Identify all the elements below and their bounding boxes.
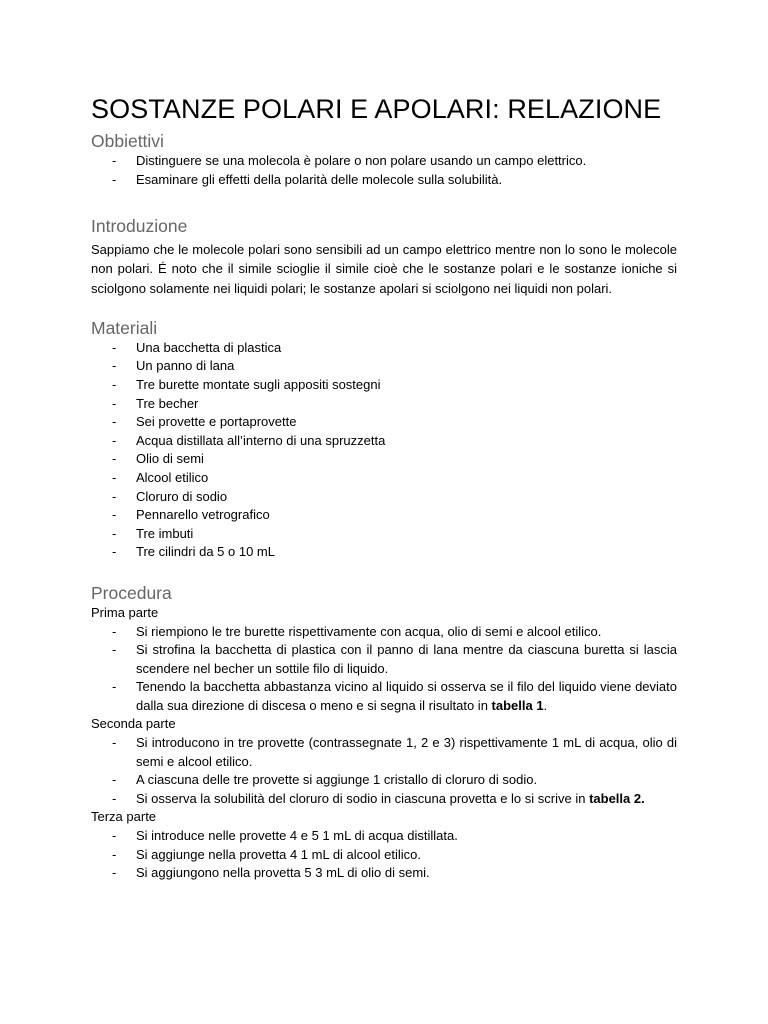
bullet-dash: - [112, 153, 117, 168]
list-item: - Tre cilindri da 5 o 10 mL [91, 543, 677, 562]
obiettivi-list [91, 152, 677, 189]
list-item: - Si riempiono le tre burette rispettivamente con acqua, olio di semi e alcool etilico. [91, 623, 677, 642]
list-item: - Una bacchetta di plastica [91, 339, 677, 358]
bullet-dash: - [112, 376, 117, 392]
list-item: - Pennarello vetrografico [91, 506, 677, 525]
subheading-seconda-parte: Seconda parte [91, 716, 176, 732]
document-title: SOSTANZE POLARI E APOLARI: RELAZIONE [91, 94, 662, 124]
list-item: - Tre burette montate sugli appositi sostegni [91, 376, 677, 395]
list-item: - Sei provette e portaprovette [91, 413, 677, 432]
list-item: - Olio di semi [91, 450, 677, 469]
bullet-dash: - [112, 772, 117, 788]
heading-materiali: Materiali [91, 317, 158, 338]
heading-procedura: Procedura [91, 582, 172, 603]
tabella-1-ref: tabella 1 [491, 697, 544, 713]
subheading-prima-parte: Prima parte [91, 604, 159, 620]
list-item: - Cloruro di sodio [91, 488, 677, 507]
materiali-list [91, 339, 677, 562]
list-item: - A ciascuna delle tre provette si aggiunge 1 cristallo di cloruro di sodio. [91, 771, 677, 790]
list-item: - Si strofina la bacchetta di plastica con il panno di lana mentre da ciascuna buretta si lascia scendere nel becher un sottile filo di liquido. [112, 642, 677, 676]
list-item: - Un panno di lana [91, 357, 677, 376]
heading-introduzione: Introduzione [91, 216, 188, 237]
list-item: - Si introduce nelle provette 4 e 5 1 mL di acqua distillata. [91, 827, 677, 846]
list-item: - Si aggiunge nella provetta 4 1 mL di alcool etilico. [91, 846, 677, 865]
bullet-dash: - [112, 735, 117, 751]
bullet-dash: - [112, 525, 117, 541]
tabella-2-ref: tabella 2. [589, 790, 645, 806]
list-item: - Si osserva la solubilità del cloruro di sodio in ciascuna provetta e lo si scrive in tabella 2. [91, 790, 677, 809]
bullet-dash: - [112, 828, 117, 844]
list-item: - Distinguere se una molecola è polare o non polare usando un campo elettrico. [91, 152, 677, 171]
bullet-dash: - [112, 623, 117, 639]
list-item: - Tenendo la bacchetta abbastanza vicino al liquido si osserva se il filo del liquido viene deviato dalla sua direzione di discesa o meno e si segna il risultato in tabella 1. [112, 679, 677, 713]
bullet-dash: - [112, 846, 117, 862]
bullet-dash: - [112, 358, 117, 374]
bullet-dash: - [112, 395, 117, 411]
bullet-dash: - [112, 451, 117, 467]
terza-parte-list [91, 827, 677, 883]
seconda-parte-list [91, 734, 677, 808]
prima-parte-list [91, 623, 677, 716]
bullet-dash: - [112, 642, 117, 658]
bullet-dash: - [112, 544, 117, 560]
list-item: - Si introducono in tre provette (contrassegnate 1, 2 e 3) rispettivamente 1 mL di acqua, olio di semi e alcool etilico. [112, 735, 677, 769]
subheading-terza-parte: Terza parte [91, 809, 157, 825]
list-item: - Acqua distillata all’interno di una spruzzetta [91, 432, 677, 451]
bullet-dash: - [112, 339, 117, 355]
list-item: - Si aggiungono nella provetta 5 3 mL di olio di semi. [91, 864, 677, 883]
heading-obiettivi: Obbiettivi [91, 131, 164, 151]
bullet-dash: - [112, 414, 117, 430]
bullet-dash: - [112, 679, 117, 695]
bullet-dash: - [112, 488, 117, 504]
list-item: - Alcool etilico [91, 469, 677, 488]
bullet-dash: - [112, 469, 117, 485]
bullet-dash: - [112, 790, 117, 806]
list-item: - Tre imbuti [91, 525, 677, 544]
bullet-dash: - [112, 507, 117, 523]
list-item: - Tre becher [91, 395, 677, 414]
bullet-dash: - [112, 432, 117, 448]
bullet-dash: - [112, 171, 117, 187]
list-item: - Esaminare gli effetti della polarità delle molecole sulla solubilità. [91, 171, 677, 190]
introduzione-paragraph: Sappiamo che le molecole polari sono sensibili ad un campo elettrico mentre non lo sono le molecole non polari. É noto che il simile scioglie il simile cioè che le sostanze polari e le sostanze ioniche si sciolgono solamente nei liquidi polari; le sostanze apolari si sciolgono nei liquidi non polari. [91, 242, 677, 296]
bullet-dash: - [112, 865, 117, 881]
